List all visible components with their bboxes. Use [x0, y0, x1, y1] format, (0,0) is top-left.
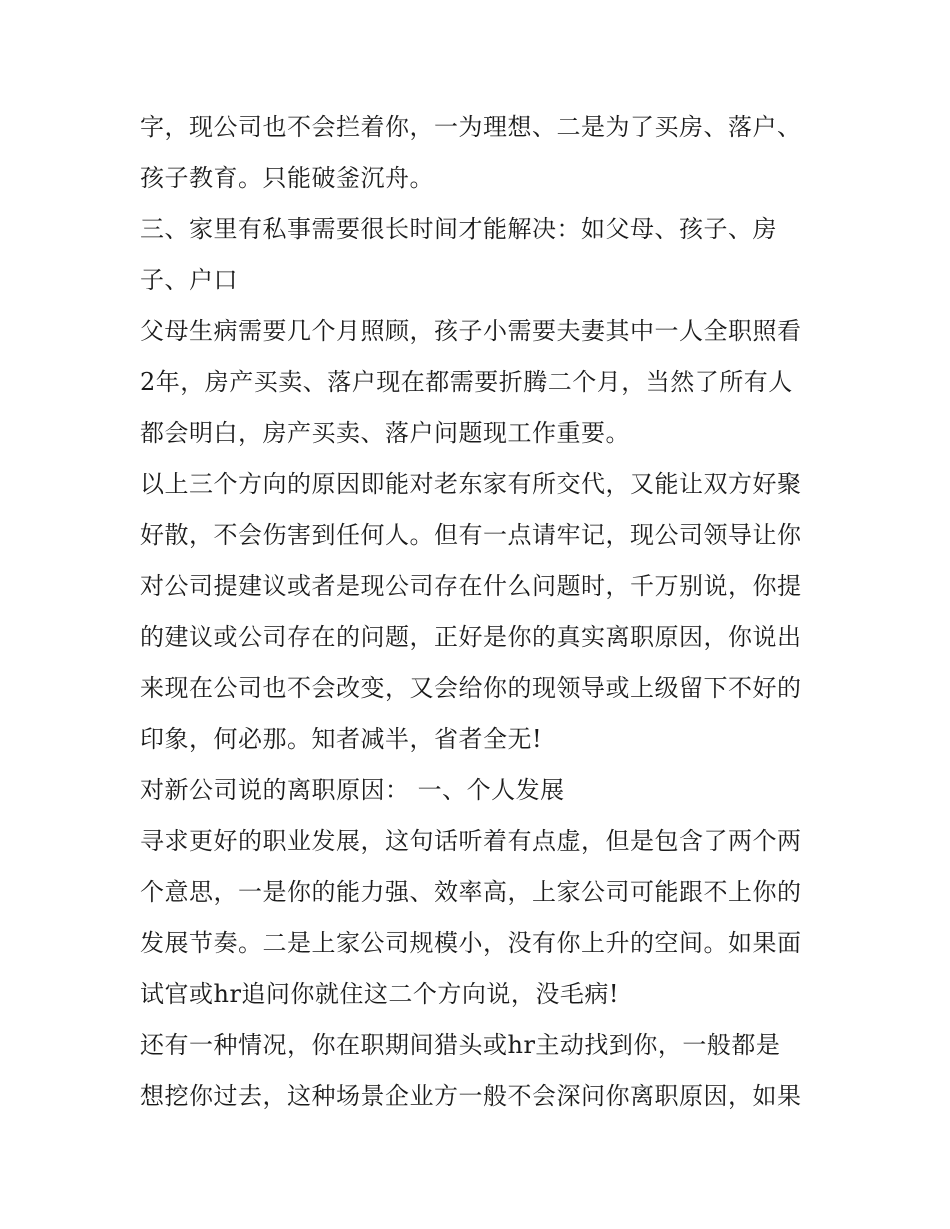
text-line: 好散，不会伤害到任何人。但有一点请牢记，现公司领导让你 [140, 521, 802, 549]
text-line: 个意思，一是你的能力强、效率高，上家公司可能跟不上你的 [140, 878, 802, 906]
text-line: 印象，何必那。知者减半，省者全无! [140, 725, 543, 753]
text-line: 试官或hr追问你就住这二个方向说，没毛病! [140, 980, 620, 1008]
text-line: 寻求更好的职业发展，这句话听着有点虚，但是包含了两个两 [140, 827, 802, 855]
text-line: 子、户口 [140, 266, 238, 294]
text-line: 对公司提建议或者是现公司存在什么问题时，千万别说，你提 [140, 572, 802, 600]
text-line: 2年，房产买卖、落户现在都需要折腾二个月，当然了所有人 [140, 368, 793, 396]
text-line: 来现在公司也不会改变，又会给你的现领导或上级留下不好的 [140, 674, 802, 702]
text-line: 都会明白，房产买卖、落户问题现工作重要。 [140, 419, 630, 447]
text-line: 的建议或公司存在的问题，正好是你的真实离职原因，你说出 [140, 623, 802, 651]
text-line: 父母生病需要几个月照顾，孩子小需要夫妻其中一人全职照看 [140, 317, 802, 345]
document-body [140, 102, 820, 1122]
text-line: 发展节奏。二是上家公司规模小，没有你上升的空间。如果面 [140, 929, 802, 957]
text-line: 孩子教育。只能破釜沉舟。 [140, 164, 434, 192]
text-line: 对新公司说的离职原因： 一、个人发展 [140, 776, 565, 804]
text-line: 字，现公司也不会拦着你，一为理想、二是为了买房、落户、 [140, 113, 802, 141]
text-line: 还有一种情况，你在职期间猎头或hr主动找到你，一般都是 [140, 1031, 781, 1059]
text-line: 以上三个方向的原因即能对老东家有所交代，又能让双方好聚 [140, 470, 802, 498]
text-line: 想挖你过去，这种场景企业方一般不会深问你离职原因，如果 [140, 1082, 802, 1110]
text-line: 三、家里有私事需要很长时间才能解决：如父母、孩子、房 [140, 215, 777, 243]
